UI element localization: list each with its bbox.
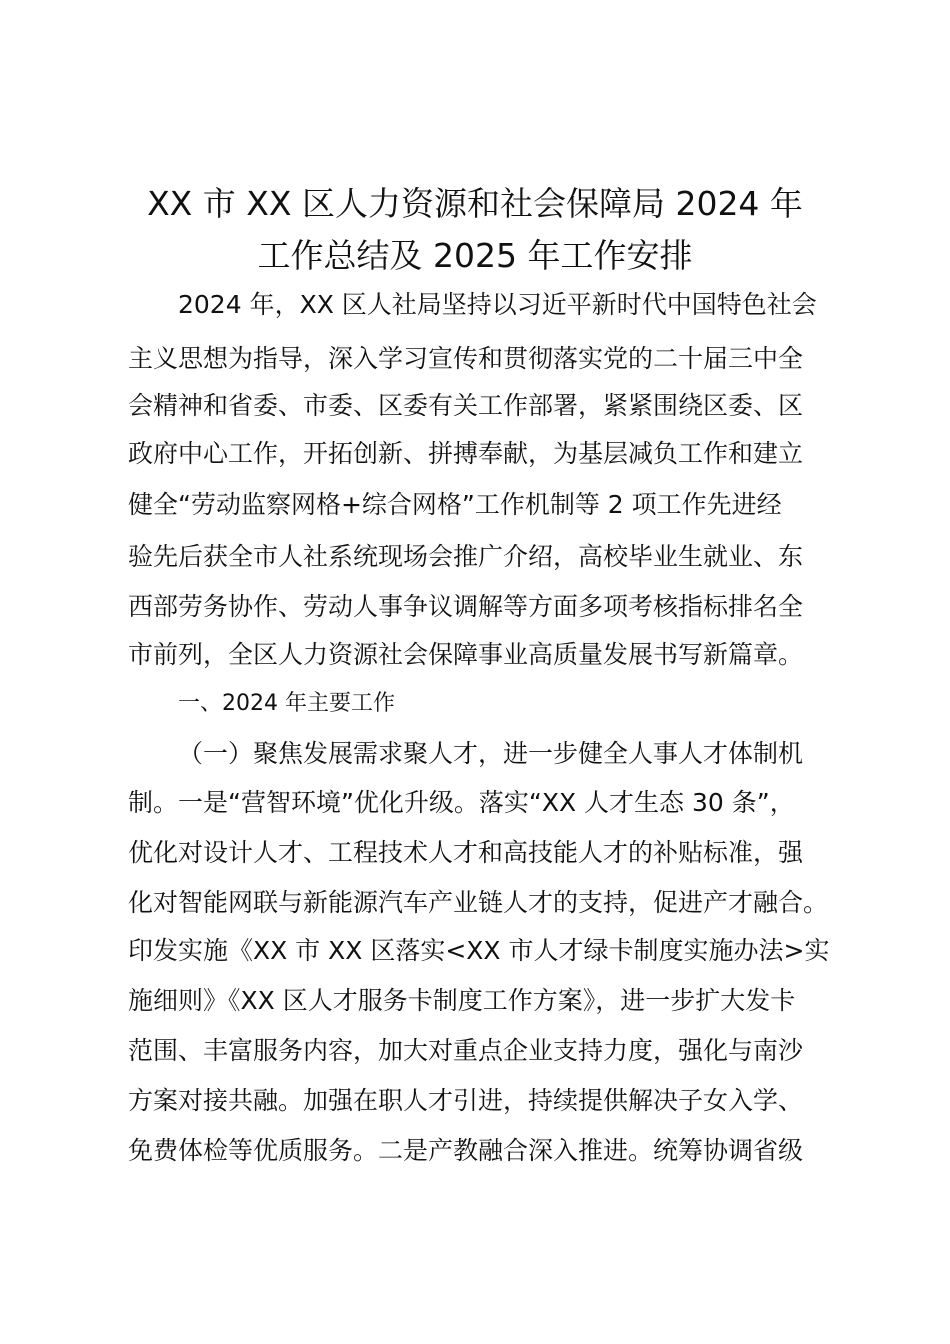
body-line-13: 化对智能网联与新能源汽车产业链人才的支持，促进产才融合。 (128, 888, 829, 917)
section-heading: 一、2024 年主要工作 (178, 691, 395, 716)
body-line-15: 施细则》《XX 区人才服务卡制度工作方案》，进一步扩大发卡 (128, 986, 796, 1015)
body-line-4: 政府中心工作，开拓创新、拼搏奉献，为基层减负工作和建立 (128, 439, 804, 468)
body-line-8: 市前列，全区人力资源社会保障事业高质量发展书写新篇章。 (128, 640, 804, 669)
body-line-7: 西部劳务协作、劳动人事争议调解等方面多项考核指标排名全 (128, 592, 804, 621)
body-line-16: 范围、丰富服务内容，加大对重点企业支持力度，强化与南沙 (128, 1036, 804, 1065)
body-line-3: 会精神和省委、市委、区委有关工作部署，紧紧围绕区委、区 (128, 391, 804, 420)
body-line-17: 方案对接共融。加强在职人才引进，持续提供解决子女入学、 (128, 1086, 804, 1115)
body-line-11: 制。一是“营智环境”优化升级。落实“XX 人才生态 30 条”， (128, 788, 795, 817)
document-title-line-2: 工作总结及 2025 年工作安排 (257, 236, 693, 275)
body-line-14: 印发实施《XX 市 XX 区落实<XX 市人才绿卡制度实施办法>实 (128, 936, 830, 965)
body-line-1: 2024 年，XX 区人社局坚持以习近平新时代中国特色社会 (178, 290, 817, 319)
body-line-12: 优化对设计人才、工程技术人才和高技能人才的补贴标准，强 (128, 838, 804, 867)
body-line-2: 主义思想为指导，深入学习宣传和贯彻落实党的二十届三中全 (128, 344, 804, 373)
body-line-10: （一）聚焦发展需求聚人才，进一步健全人事人才体制机 (178, 739, 804, 768)
body-line-6: 验先后获全市人社系统现场会推广介绍，高校毕业生就业、东 (128, 542, 804, 571)
document-title-line-1: XX 市 XX 区人力资源和社会保障局 2024 年 (147, 184, 803, 223)
body-line-18: 免费体检等优质服务。二是产教融合深入推进。统筹协调省级 (128, 1136, 804, 1165)
body-line-5: 健全“劳动监察网格+综合网格”工作机制等 2 项工作先进经 (128, 490, 782, 519)
